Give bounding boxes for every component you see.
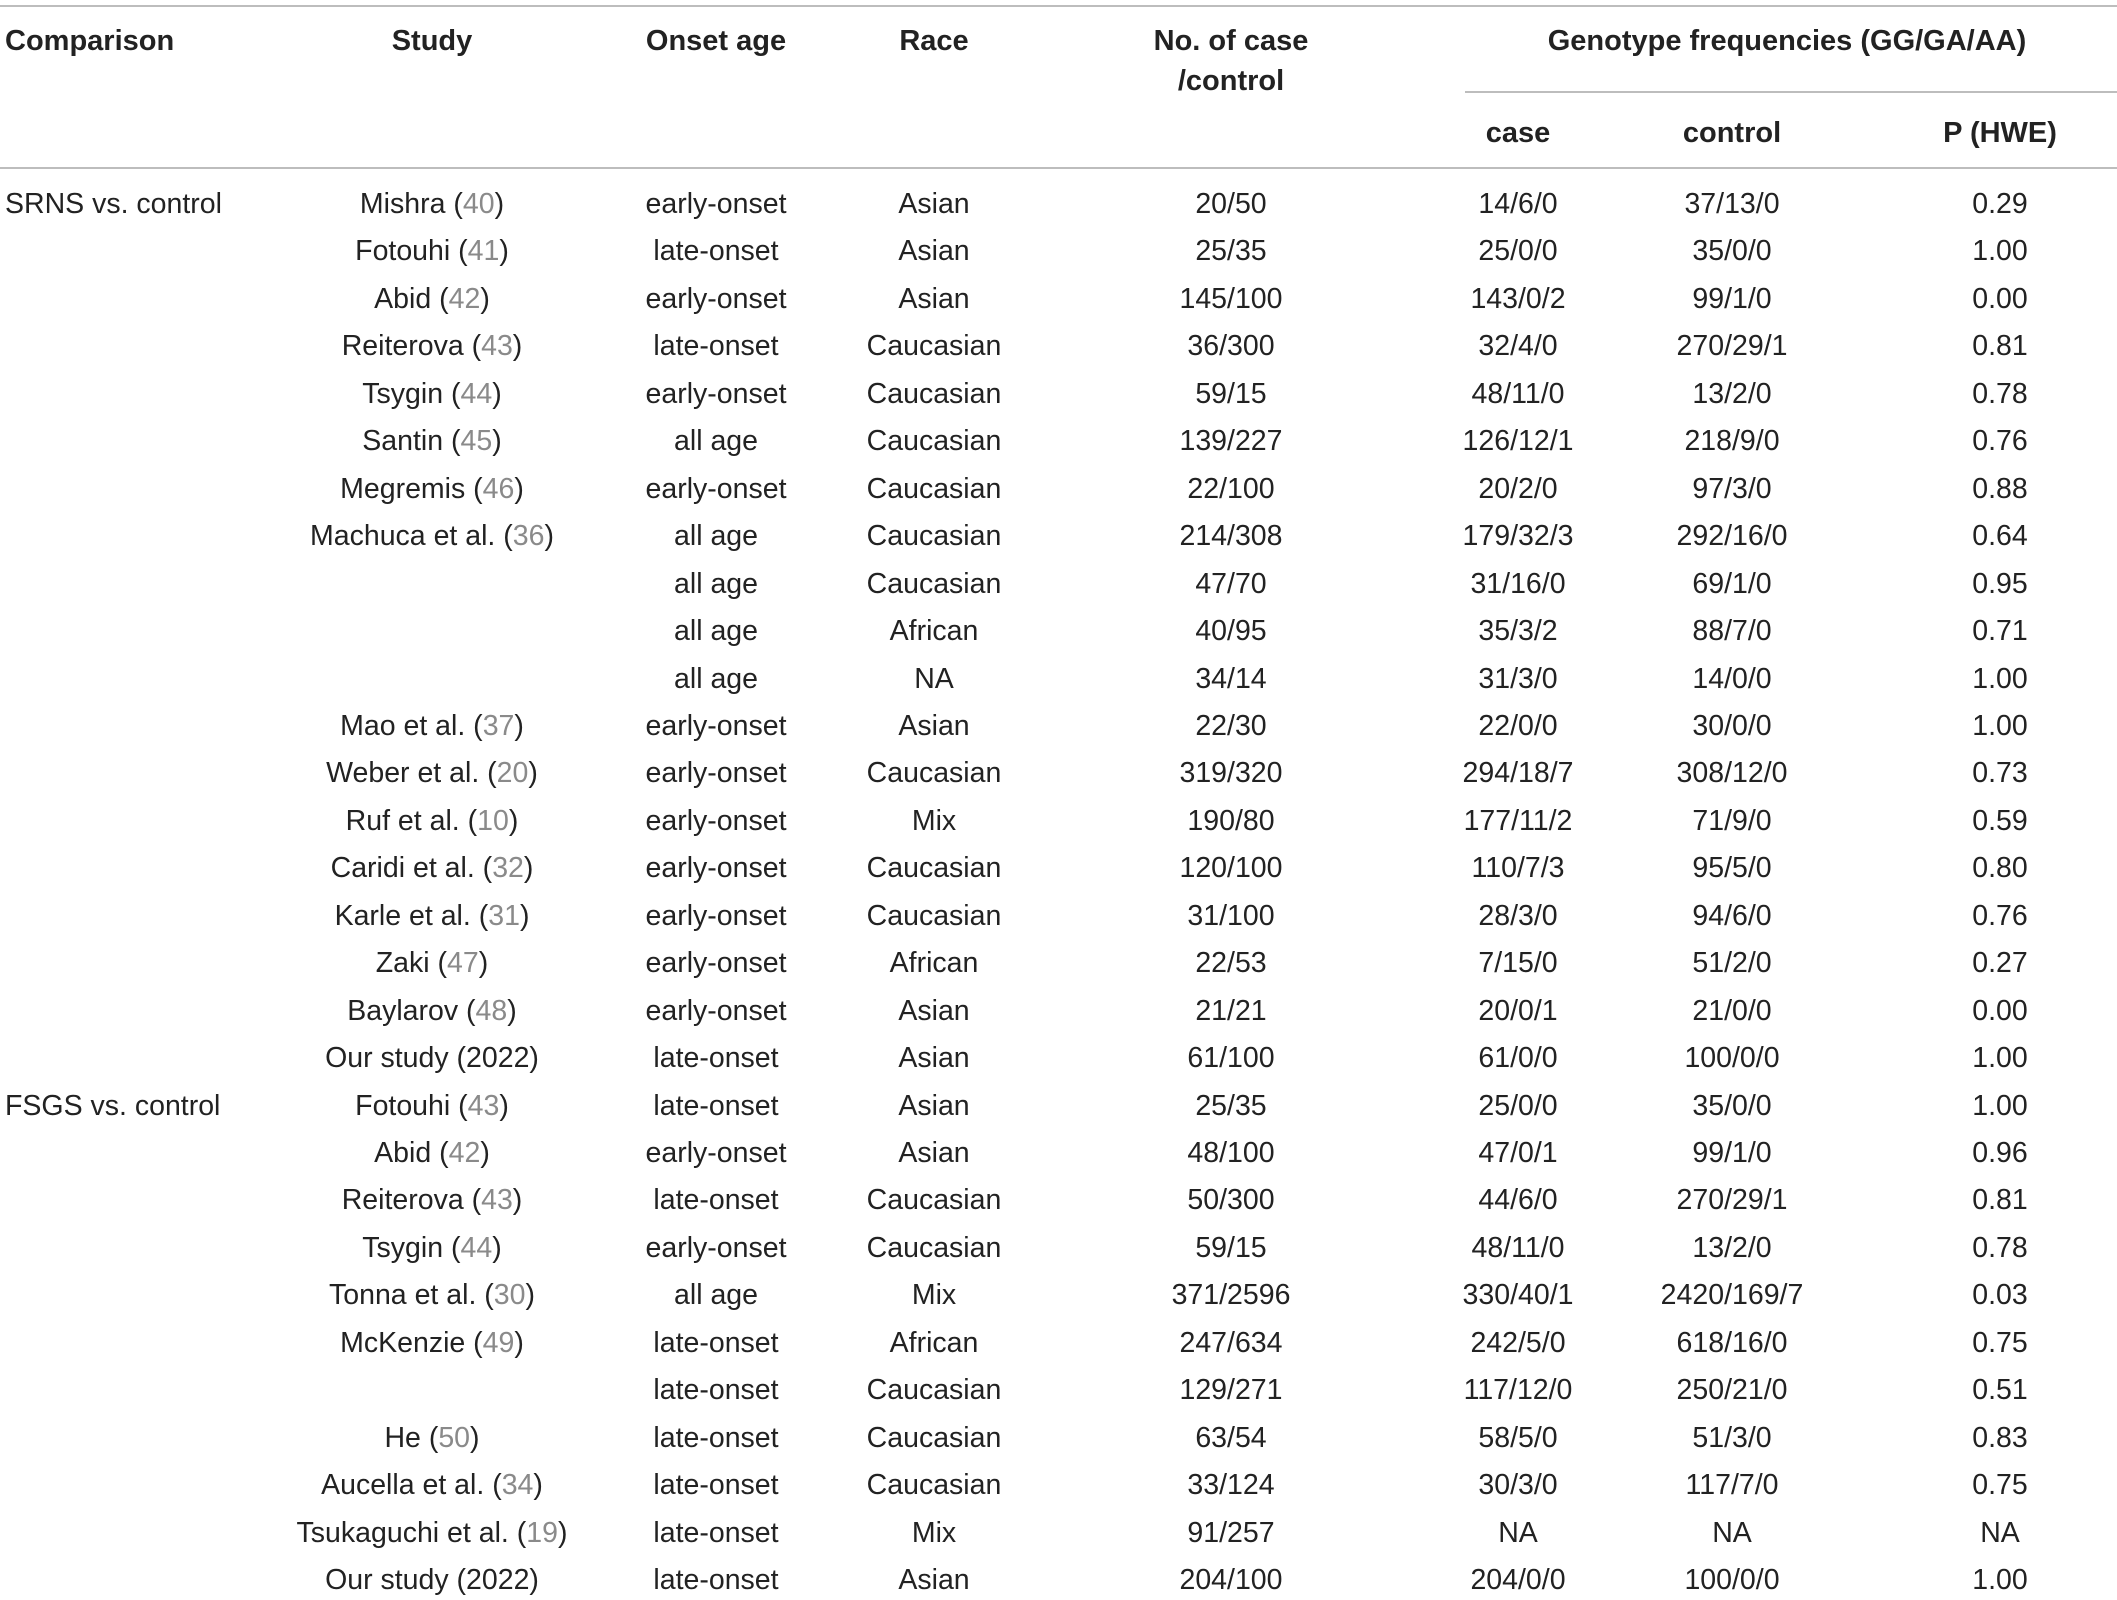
cell-onset-age: late-onset — [653, 1469, 779, 1501]
cell-genotype-case: 48/11/0 — [1471, 1232, 1565, 1264]
cell-genotype-control: 71/9/0 — [1692, 805, 1772, 837]
cell-onset-age: all age — [674, 1279, 758, 1311]
cell-onset-age: all age — [674, 520, 758, 552]
citation-link[interactable]: 42 — [448, 1137, 481, 1169]
cell-genotype-case: 330/40/1 — [1462, 1279, 1574, 1311]
cell-genotype-case: 294/18/7 — [1462, 757, 1574, 789]
cell-study: Reiterova (43) — [341, 1184, 523, 1216]
cell-genotype-case: 58/5/0 — [1478, 1422, 1558, 1454]
cell-study: Abid (42) — [374, 283, 490, 315]
cell-study — [325, 1560, 539, 1600]
cell-genotype-case: 25/0/0 — [1478, 1090, 1558, 1122]
cell-case-control-count: 34/14 — [1195, 663, 1267, 695]
cell-genotype-control: 51/2/0 — [1692, 947, 1772, 979]
citation-link[interactable]: 46 — [482, 473, 515, 505]
genotype-group-rule — [1465, 91, 2117, 93]
cell-case-control-count: 25/35 — [1195, 235, 1267, 267]
cell-study: Weber et al. (20) — [326, 757, 538, 789]
study-name: Ruf et al. — [345, 805, 460, 837]
citation-link[interactable]: 43 — [467, 1090, 500, 1122]
cell-onset-age: early-onset — [645, 852, 787, 884]
cell-p-hwe: 0.81 — [1972, 330, 2028, 362]
cell-study: Tsygin (44) — [362, 1232, 502, 1264]
cell-p-hwe: 0.88 — [1972, 473, 2028, 505]
header-p-hwe: P (HWE) — [1943, 117, 2057, 149]
cell-race: Asian — [898, 710, 970, 742]
cell-race: NA — [914, 663, 954, 695]
study-name: Megremis — [340, 473, 466, 505]
cell-genotype-case: 204/0/0 — [1470, 1564, 1566, 1596]
header-onset-age: Onset age — [645, 25, 787, 57]
cell-onset-age: late-onset — [653, 330, 779, 362]
cell-onset-age: early-onset — [645, 757, 787, 789]
cell-p-hwe: 0.75 — [1972, 1327, 2028, 1359]
cell-genotype-control: 35/0/0 — [1692, 1090, 1772, 1122]
cell-p-hwe: 0.00 — [1972, 995, 2028, 1027]
cell-race: Mix — [911, 1279, 957, 1311]
cell-genotype-control: 117/7/0 — [1685, 1469, 1779, 1501]
citation-link[interactable]: 50 — [438, 1422, 471, 1454]
cell-onset-age: all age — [674, 663, 758, 695]
cell-p-hwe: 0.78 — [1972, 1232, 2028, 1264]
citation-link[interactable]: 48 — [475, 995, 508, 1027]
study-name: Karle et al. — [334, 900, 471, 932]
cell-case-control-count: 21/21 — [1195, 995, 1267, 1027]
cell-case-control-count: 47/70 — [1195, 568, 1267, 600]
cell-case-control-count: 31/100 — [1187, 900, 1275, 932]
cell-genotype-control: 308/12/0 — [1676, 757, 1788, 789]
cell-genotype-case: 20/2/0 — [1478, 473, 1558, 505]
study-name: Mishra — [359, 188, 446, 220]
cell-case-control-count: 36/300 — [1187, 330, 1275, 362]
cell-study: Zaki (47) — [375, 947, 489, 979]
cell-study: Tsygin (44) — [362, 378, 502, 410]
cell-p-hwe: 0.73 — [1972, 757, 2028, 789]
cell-case-control-count: 145/100 — [1179, 283, 1283, 315]
cell-p-hwe: 0.76 — [1972, 900, 2028, 932]
cell-genotype-control: 35/0/0 — [1692, 235, 1772, 267]
cell-race: Asian — [898, 235, 970, 267]
cell-comparison: SRNS vs. control — [5, 188, 222, 220]
cell-race: Mix — [911, 1517, 957, 1549]
cell-p-hwe: 1.00 — [1972, 663, 2028, 695]
cell-case-control-count: 129/271 — [1179, 1374, 1283, 1406]
cell-genotype-case: 20/0/1 — [1478, 995, 1558, 1027]
cell-case-control-count: 214/308 — [1179, 520, 1283, 552]
cell-genotype-control: 13/2/0 — [1692, 1232, 1772, 1264]
cell-p-hwe: 0.96 — [1972, 1137, 2028, 1169]
cell-p-hwe: 0.71 — [1972, 615, 2028, 647]
study-name: Baylarov — [347, 995, 459, 1027]
cell-study: Tsukaguchi et al. (19) — [296, 1517, 568, 1549]
cell-study: Abid (42) — [374, 1137, 490, 1169]
cell-study: Caridi et al. (32) — [330, 852, 534, 884]
cell-p-hwe: 0.83 — [1972, 1422, 2028, 1454]
citation-link[interactable]: 44 — [460, 1232, 493, 1264]
cell-onset-age: late-onset — [653, 1184, 779, 1216]
cell-genotype-control: 218/9/0 — [1684, 425, 1780, 457]
cell-genotype-control: 2420/169/7 — [1660, 1279, 1804, 1311]
cell-case-control-count: 371/2596 — [1171, 1279, 1291, 1311]
header-case: case — [1485, 117, 1551, 149]
cell-race: Asian — [898, 1137, 970, 1169]
cell-study: Tonna et al. (30) — [329, 1279, 535, 1311]
citation-link[interactable]: 45 — [460, 425, 493, 457]
cell-genotype-control: 14/0/0 — [1692, 663, 1772, 695]
study-name: Tsygin — [362, 1232, 444, 1264]
cell-case-control-count: 48/100 — [1187, 1137, 1275, 1169]
cell-study: Karle et al. (31) — [334, 900, 530, 932]
cell-case-control-count: 139/227 — [1179, 425, 1283, 457]
citation-link[interactable]: 36 — [512, 520, 545, 552]
cell-onset-age: early-onset — [645, 947, 787, 979]
cell-case-control-count: 247/634 — [1179, 1327, 1283, 1359]
cell-genotype-control: 99/1/0 — [1692, 283, 1772, 315]
header-genotype-frequencies: Genotype frequencies (GG/GA/AA) — [1547, 25, 2027, 57]
cell-case-control-count: 20/50 — [1195, 188, 1267, 220]
cell-genotype-control: 21/0/0 — [1692, 995, 1772, 1027]
citation-link[interactable]: 32 — [492, 852, 524, 884]
cell-onset-age: early-onset — [645, 473, 787, 505]
cell-onset-age: late-onset — [653, 1327, 779, 1359]
cell-genotype-control: 292/16/0 — [1676, 520, 1788, 552]
cell-race: Caucasian — [866, 330, 1002, 362]
cell-genotype-case: 126/12/1 — [1462, 425, 1574, 457]
cell-p-hwe: 0.75 — [1972, 1469, 2028, 1501]
cell-p-hwe: 0.00 — [1972, 283, 2028, 315]
cell-onset-age: early-onset — [645, 1137, 787, 1169]
cell-case-control-count: 25/35 — [1195, 1090, 1267, 1122]
cell-genotype-case: 22/0/0 — [1478, 710, 1558, 742]
cell-race: Caucasian — [866, 1184, 1002, 1216]
cell-onset-age: all age — [674, 425, 758, 457]
cell-p-hwe: 1.00 — [1972, 235, 2028, 267]
cell-race: Asian — [898, 995, 970, 1027]
cell-genotype-control: 97/3/0 — [1692, 473, 1772, 505]
cell-genotype-control: 37/13/0 — [1684, 188, 1780, 220]
cell-case-control-count: 319/320 — [1179, 757, 1283, 789]
cell-race: Caucasian — [866, 1469, 1002, 1501]
cell-study — [325, 1038, 539, 1078]
cell-onset-age: all age — [674, 568, 758, 600]
cell-race: African — [889, 615, 979, 647]
cell-genotype-control: 99/1/0 — [1692, 1137, 1772, 1169]
cell-onset-age: early-onset — [645, 1232, 787, 1264]
cell-race: Caucasian — [866, 1422, 1002, 1454]
cell-case-control-count: 120/100 — [1179, 852, 1283, 884]
cell-genotype-control: 30/0/0 — [1692, 710, 1772, 742]
cell-p-hwe: 0.59 — [1972, 805, 2028, 837]
study-name: Mao et al. — [340, 710, 466, 742]
cell-case-control-count: 190/80 — [1187, 805, 1275, 837]
cell-p-hwe: 0.78 — [1972, 378, 2028, 410]
cell-genotype-case: 35/3/2 — [1478, 615, 1558, 647]
header-no-case-line2: /control — [1177, 65, 1285, 97]
study-name: Weber et al. — [326, 757, 480, 789]
study-name: Our study (2022) — [325, 1042, 539, 1074]
cell-race: Caucasian — [866, 520, 1002, 552]
cell-case-control-count: 204/100 — [1179, 1564, 1283, 1596]
cell-genotype-case: NA — [1498, 1517, 1538, 1549]
cell-case-control-count: 59/15 — [1195, 378, 1267, 410]
cell-case-control-count: 22/30 — [1195, 710, 1267, 742]
cell-onset-age: late-onset — [653, 1422, 779, 1454]
study-name: Tsygin — [362, 378, 444, 410]
cell-case-control-count: 22/53 — [1195, 947, 1267, 979]
cell-race: Asian — [898, 188, 970, 220]
cell-case-control-count: 61/100 — [1187, 1042, 1275, 1074]
cell-onset-age: late-onset — [653, 1517, 779, 1549]
cell-study: McKenzie (49) — [340, 1327, 524, 1359]
cell-race: Asian — [898, 1090, 970, 1122]
header-comparison: Comparison — [5, 25, 175, 57]
citation-link[interactable]: 40 — [462, 188, 495, 220]
cell-onset-age: late-onset — [653, 235, 779, 267]
cell-race: Caucasian — [866, 378, 1002, 410]
cell-onset-age: early-onset — [645, 805, 787, 837]
cell-genotype-case: 31/16/0 — [1470, 568, 1566, 600]
cell-genotype-control: 100/0/0 — [1684, 1564, 1780, 1596]
cell-genotype-control: 88/7/0 — [1692, 615, 1772, 647]
cell-case-control-count: 59/15 — [1195, 1232, 1267, 1264]
table-top-rule — [0, 5, 2117, 7]
cell-p-hwe: 0.95 — [1972, 568, 2028, 600]
cell-race: Caucasian — [866, 425, 1002, 457]
cell-onset-age: all age — [674, 615, 758, 647]
cell-study: He (50) — [384, 1422, 480, 1454]
cell-case-control-count: 33/124 — [1187, 1469, 1275, 1501]
cell-p-hwe: NA — [1980, 1517, 2020, 1549]
citation-link[interactable]: 31 — [488, 900, 520, 932]
cell-genotype-case: 28/3/0 — [1478, 900, 1558, 932]
cell-race: Caucasian — [866, 757, 1002, 789]
study-name: Abid — [374, 283, 432, 315]
cell-race: Asian — [898, 1042, 970, 1074]
cell-genotype-control: 270/29/1 — [1676, 1184, 1788, 1216]
cell-genotype-case: 177/11/2 — [1463, 805, 1573, 837]
study-name: Machuca et al. — [310, 520, 496, 552]
citation-link[interactable]: 49 — [482, 1327, 515, 1359]
cell-study: Baylarov (48) — [347, 995, 517, 1027]
cell-onset-age: early-onset — [645, 283, 787, 315]
study-name: Tonna et al. — [329, 1279, 477, 1311]
cell-genotype-case: 48/11/0 — [1471, 378, 1565, 410]
cell-onset-age: late-onset — [653, 1564, 779, 1596]
cell-genotype-case: 25/0/0 — [1478, 235, 1558, 267]
header-control: control — [1682, 117, 1782, 149]
citation-link[interactable]: 47 — [447, 947, 479, 979]
cell-p-hwe: 0.64 — [1972, 520, 2028, 552]
cell-race: Caucasian — [866, 1374, 1002, 1406]
cell-race: Mix — [911, 805, 957, 837]
cell-genotype-case: 117/12/0 — [1463, 1374, 1573, 1406]
cell-genotype-control: 100/0/0 — [1684, 1042, 1780, 1074]
citation-link[interactable]: 43 — [481, 330, 513, 362]
cell-onset-age: early-onset — [645, 378, 787, 410]
cell-comparison: FSGS vs. control — [5, 1090, 221, 1122]
cell-genotype-case: 7/15/0 — [1478, 947, 1558, 979]
cell-genotype-case: 179/32/3 — [1462, 520, 1574, 552]
cell-case-control-count: 40/95 — [1195, 615, 1267, 647]
cell-genotype-case: 44/6/0 — [1478, 1184, 1558, 1216]
cell-race: Caucasian — [866, 473, 1002, 505]
citation-link[interactable]: 30 — [493, 1279, 526, 1311]
citation-link[interactable]: 19 — [526, 1517, 558, 1549]
cell-genotype-control: 618/16/0 — [1676, 1327, 1788, 1359]
citation-link[interactable]: 37 — [482, 710, 515, 742]
study-name: Tsukaguchi et al. — [296, 1517, 509, 1549]
cell-race: Asian — [898, 283, 970, 315]
cell-onset-age: late-onset — [653, 1374, 779, 1406]
cell-p-hwe: 1.00 — [1972, 1564, 2028, 1596]
cell-p-hwe: 0.76 — [1972, 425, 2028, 457]
study-name: Our study (2022) — [325, 1564, 539, 1596]
cell-race: Asian — [898, 1564, 970, 1596]
study-name: Abid — [374, 1137, 432, 1169]
cell-onset-age: early-onset — [645, 900, 787, 932]
study-name: McKenzie — [340, 1327, 466, 1359]
cell-case-control-count: 50/300 — [1187, 1184, 1275, 1216]
cell-p-hwe: 0.51 — [1972, 1374, 2028, 1406]
cell-p-hwe: 1.00 — [1972, 1042, 2028, 1074]
cell-p-hwe: 0.81 — [1972, 1184, 2028, 1216]
cell-onset-age: late-onset — [653, 1042, 779, 1074]
cell-p-hwe: 0.03 — [1972, 1279, 2028, 1311]
cell-case-control-count: 91/257 — [1187, 1517, 1275, 1549]
cell-genotype-case: 14/6/0 — [1478, 188, 1558, 220]
study-name: He — [384, 1422, 421, 1454]
cell-onset-age: late-onset — [653, 1090, 779, 1122]
cell-study: Mao et al. (37) — [340, 710, 524, 742]
study-name: Zaki — [375, 947, 430, 979]
study-name: Reiterova — [341, 1184, 464, 1216]
cell-onset-age: early-onset — [645, 710, 787, 742]
study-name: Reiterova — [341, 330, 464, 362]
study-name: Fotouhi — [355, 1090, 451, 1122]
citation-link[interactable]: 43 — [481, 1184, 513, 1216]
header-study: Study — [391, 25, 473, 57]
cell-genotype-control: NA — [1712, 1517, 1752, 1549]
cell-genotype-case: 110/7/3 — [1471, 852, 1565, 884]
cell-genotype-case: 30/3/0 — [1478, 1469, 1558, 1501]
cell-genotype-control: 69/1/0 — [1692, 568, 1772, 600]
cell-genotype-case: 31/3/0 — [1478, 663, 1558, 695]
cell-p-hwe: 1.00 — [1972, 710, 2028, 742]
cell-study: Aucella et al. (34) — [321, 1469, 543, 1501]
cell-study: Fotouhi (43) — [355, 1090, 509, 1122]
cell-genotype-case: 61/0/0 — [1478, 1042, 1558, 1074]
study-name: Santin — [362, 425, 444, 457]
citation-link[interactable]: 44 — [460, 378, 493, 410]
cell-race: Caucasian — [866, 852, 1002, 884]
cell-genotype-case: 32/4/0 — [1478, 330, 1558, 362]
cell-race: Caucasian — [866, 1232, 1002, 1264]
study-name: Fotouhi — [355, 235, 451, 267]
cell-p-hwe: 1.00 — [1972, 1090, 2028, 1122]
citation-link[interactable]: 41 — [467, 235, 500, 267]
citation-link[interactable]: 34 — [501, 1469, 534, 1501]
cell-race: Caucasian — [866, 900, 1002, 932]
cell-case-control-count: 22/100 — [1187, 473, 1275, 505]
header-bottom-rule — [0, 167, 2117, 169]
header-race: Race — [899, 25, 969, 57]
cell-genotype-control: 270/29/1 — [1676, 330, 1788, 362]
citation-link[interactable]: 20 — [496, 757, 529, 789]
cell-p-hwe: 0.27 — [1972, 947, 2028, 979]
cell-genotype-control: 51/3/0 — [1692, 1422, 1772, 1454]
cell-study: Megremis (46) — [340, 473, 524, 505]
cell-onset-age: early-onset — [645, 995, 787, 1027]
cell-case-control-count: 63/54 — [1195, 1422, 1267, 1454]
cell-genotype-case: 47/0/1 — [1478, 1137, 1558, 1169]
cell-study: Machuca et al. (36) — [310, 520, 554, 552]
cell-race: African — [889, 1327, 979, 1359]
header-no-case-line1: No. of case — [1153, 25, 1309, 57]
cell-race: African — [889, 947, 979, 979]
cell-genotype-control: 95/5/0 — [1692, 852, 1772, 884]
citation-link[interactable]: 42 — [448, 283, 481, 315]
cell-study: Santin (45) — [362, 425, 502, 457]
citation-link[interactable]: 10 — [477, 805, 509, 837]
cell-genotype-case: 242/5/0 — [1470, 1327, 1566, 1359]
study-name: Caridi et al. — [330, 852, 475, 884]
cell-race: Caucasian — [866, 568, 1002, 600]
cell-study: Mishra (40) — [359, 188, 505, 220]
cell-genotype-control: 250/21/0 — [1676, 1374, 1788, 1406]
cell-onset-age: early-onset — [645, 188, 787, 220]
cell-genotype-control: 94/6/0 — [1692, 900, 1772, 932]
cell-study: Fotouhi (41) — [355, 235, 509, 267]
cell-p-hwe: 0.29 — [1972, 188, 2028, 220]
cell-study: Ruf et al. (10) — [345, 805, 519, 837]
cell-study: Reiterova (43) — [341, 330, 523, 362]
cell-p-hwe: 0.80 — [1972, 852, 2028, 884]
cell-genotype-case: 143/0/2 — [1470, 283, 1566, 315]
cell-genotype-control: 13/2/0 — [1692, 378, 1772, 410]
study-name: Aucella et al. — [321, 1469, 485, 1501]
